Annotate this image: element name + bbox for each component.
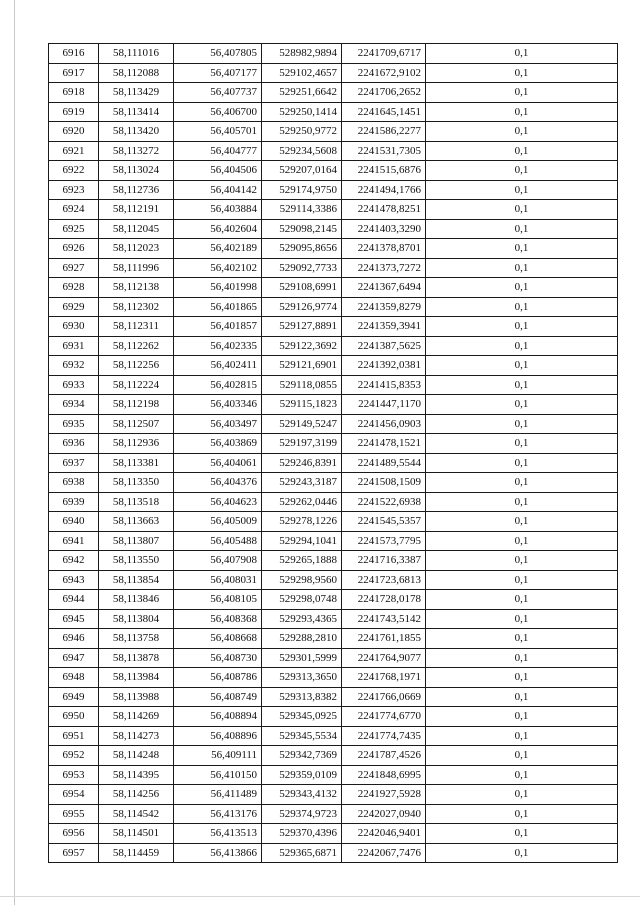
y-coordinate-cell: 2241494,1766 [342,180,426,200]
y-coordinate-cell: 2241508,1509 [342,473,426,493]
x-coordinate-cell: 529251,6642 [262,83,342,103]
accuracy-cell: 0,1 [426,395,618,415]
latitude-cell: 58,111016 [99,44,174,64]
accuracy-cell: 0,1 [426,63,618,83]
table-row [49,590,618,610]
longitude-cell: 56,413513 [174,824,262,844]
latitude-cell: 58,112256 [99,356,174,376]
accuracy-cell: 0,1 [426,512,618,532]
point-number-cell: 6933 [49,375,99,395]
table-row [49,83,618,103]
scan-edge-line [14,0,15,905]
latitude-cell: 58,114395 [99,765,174,785]
accuracy-cell: 0,1 [426,122,618,142]
accuracy-cell: 0,1 [426,434,618,454]
longitude-cell: 56,408786 [174,668,262,688]
accuracy-cell: 0,1 [426,473,618,493]
latitude-cell: 58,111996 [99,258,174,278]
point-number-cell: 6918 [49,83,99,103]
x-coordinate-cell: 529174,9750 [262,180,342,200]
point-number-cell: 6953 [49,765,99,785]
longitude-cell: 56,405701 [174,122,262,142]
table-row [49,161,618,181]
accuracy-cell: 0,1 [426,707,618,727]
point-number-cell: 6950 [49,707,99,727]
latitude-cell: 58,113518 [99,492,174,512]
accuracy-cell: 0,1 [426,648,618,668]
accuracy-cell: 0,1 [426,687,618,707]
latitude-cell: 58,112191 [99,200,174,220]
x-coordinate-cell: 529294,1041 [262,531,342,551]
point-number-cell: 6948 [49,668,99,688]
longitude-cell: 56,411489 [174,785,262,805]
table-row [49,63,618,83]
longitude-cell: 56,404506 [174,161,262,181]
latitude-cell: 58,112045 [99,219,174,239]
latitude-cell: 58,113758 [99,629,174,649]
latitude-cell: 58,112507 [99,414,174,434]
table-row [49,278,618,298]
accuracy-cell: 0,1 [426,629,618,649]
y-coordinate-cell: 2241359,8279 [342,297,426,317]
latitude-cell: 58,112138 [99,278,174,298]
longitude-cell: 56,403497 [174,414,262,434]
y-coordinate-cell: 2241709,6717 [342,44,426,64]
latitude-cell: 58,112262 [99,336,174,356]
x-coordinate-cell: 529122,3692 [262,336,342,356]
y-coordinate-cell: 2241515,6876 [342,161,426,181]
latitude-cell: 58,112088 [99,63,174,83]
x-coordinate-cell: 529359,0109 [262,765,342,785]
point-number-cell: 6944 [49,590,99,610]
y-coordinate-cell: 2241456,0903 [342,414,426,434]
x-coordinate-cell: 529313,3650 [262,668,342,688]
longitude-cell: 56,401865 [174,297,262,317]
y-coordinate-cell: 2241706,2652 [342,83,426,103]
table-row [49,648,618,668]
latitude-cell: 58,113414 [99,102,174,122]
latitude-cell: 58,113550 [99,551,174,571]
y-coordinate-cell: 2241545,5357 [342,512,426,532]
accuracy-cell: 0,1 [426,219,618,239]
longitude-cell: 56,408668 [174,629,262,649]
accuracy-cell: 0,1 [426,609,618,629]
latitude-cell: 58,113988 [99,687,174,707]
latitude-cell: 58,112198 [99,395,174,415]
x-coordinate-cell: 529265,1888 [262,551,342,571]
x-coordinate-cell: 529293,4365 [262,609,342,629]
table-row [49,336,618,356]
latitude-cell: 58,113984 [99,668,174,688]
accuracy-cell: 0,1 [426,375,618,395]
accuracy-cell: 0,1 [426,141,618,161]
x-coordinate-cell: 529250,1414 [262,102,342,122]
coordinates-table-body [49,44,618,863]
table-row [49,551,618,571]
accuracy-cell: 0,1 [426,317,618,337]
longitude-cell: 56,404777 [174,141,262,161]
longitude-cell: 56,402815 [174,375,262,395]
table-row [49,258,618,278]
y-coordinate-cell: 2241586,2277 [342,122,426,142]
table-row [49,375,618,395]
accuracy-cell: 0,1 [426,726,618,746]
point-number-cell: 6936 [49,434,99,454]
latitude-cell: 58,113420 [99,122,174,142]
point-number-cell: 6947 [49,648,99,668]
longitude-cell: 56,403346 [174,395,262,415]
point-number-cell: 6942 [49,551,99,571]
x-coordinate-cell: 529288,2810 [262,629,342,649]
x-coordinate-cell: 529121,6901 [262,356,342,376]
longitude-cell: 56,409111 [174,746,262,766]
accuracy-cell: 0,1 [426,200,618,220]
point-number-cell: 6926 [49,239,99,259]
accuracy-cell: 0,1 [426,414,618,434]
accuracy-cell: 0,1 [426,258,618,278]
x-coordinate-cell: 529126,9774 [262,297,342,317]
accuracy-cell: 0,1 [426,83,618,103]
longitude-cell: 56,410150 [174,765,262,785]
accuracy-cell: 0,1 [426,804,618,824]
point-number-cell: 6949 [49,687,99,707]
latitude-cell: 58,113024 [99,161,174,181]
latitude-cell: 58,113878 [99,648,174,668]
latitude-cell: 58,113381 [99,453,174,473]
y-coordinate-cell: 2241367,6494 [342,278,426,298]
accuracy-cell: 0,1 [426,102,618,122]
y-coordinate-cell: 2241787,4526 [342,746,426,766]
point-number-cell: 6921 [49,141,99,161]
point-number-cell: 6939 [49,492,99,512]
longitude-cell: 56,404376 [174,473,262,493]
point-number-cell: 6951 [49,726,99,746]
point-number-cell: 6935 [49,414,99,434]
table-row [49,395,618,415]
table-row [49,512,618,532]
point-number-cell: 6946 [49,629,99,649]
longitude-cell: 56,401857 [174,317,262,337]
table-row [49,726,618,746]
longitude-cell: 56,408368 [174,609,262,629]
x-coordinate-cell: 529098,2145 [262,219,342,239]
accuracy-cell: 0,1 [426,453,618,473]
latitude-cell: 58,114269 [99,707,174,727]
y-coordinate-cell: 2241359,3941 [342,317,426,337]
table-row [49,843,618,863]
y-coordinate-cell: 2241489,5544 [342,453,426,473]
point-number-cell: 6943 [49,570,99,590]
x-coordinate-cell: 529262,0446 [262,492,342,512]
y-coordinate-cell: 2241774,6770 [342,707,426,727]
point-number-cell: 6945 [49,609,99,629]
latitude-cell: 58,113807 [99,531,174,551]
longitude-cell: 56,405009 [174,512,262,532]
x-coordinate-cell: 529095,8656 [262,239,342,259]
y-coordinate-cell: 2241768,1971 [342,668,426,688]
y-coordinate-cell: 2241378,8701 [342,239,426,259]
x-coordinate-cell: 529298,0748 [262,590,342,610]
point-number-cell: 6919 [49,102,99,122]
point-number-cell: 6941 [49,531,99,551]
table-row [49,824,618,844]
point-number-cell: 6955 [49,804,99,824]
latitude-cell: 58,112736 [99,180,174,200]
y-coordinate-cell: 2242046,9401 [342,824,426,844]
point-number-cell: 6957 [49,843,99,863]
accuracy-cell: 0,1 [426,297,618,317]
table-row [49,317,618,337]
accuracy-cell: 0,1 [426,765,618,785]
table-row [49,102,618,122]
longitude-cell: 56,406700 [174,102,262,122]
longitude-cell: 56,403869 [174,434,262,454]
accuracy-cell: 0,1 [426,590,618,610]
y-coordinate-cell: 2241848,6995 [342,765,426,785]
accuracy-cell: 0,1 [426,843,618,863]
latitude-cell: 58,112311 [99,317,174,337]
y-coordinate-cell: 2241672,9102 [342,63,426,83]
y-coordinate-cell: 2241573,7795 [342,531,426,551]
y-coordinate-cell: 2241927,5928 [342,785,426,805]
latitude-cell: 58,114273 [99,726,174,746]
longitude-cell: 56,407177 [174,63,262,83]
point-number-cell: 6922 [49,161,99,181]
y-coordinate-cell: 2242067,7476 [342,843,426,863]
coordinates-table [48,43,618,863]
x-coordinate-cell: 529343,4132 [262,785,342,805]
x-coordinate-cell: 529345,0925 [262,707,342,727]
x-coordinate-cell: 529127,8891 [262,317,342,337]
latitude-cell: 58,114256 [99,785,174,805]
latitude-cell: 58,112302 [99,297,174,317]
table-row [49,200,618,220]
x-coordinate-cell: 529108,6991 [262,278,342,298]
point-number-cell: 6928 [49,278,99,298]
point-number-cell: 6927 [49,258,99,278]
longitude-cell: 56,408105 [174,590,262,610]
latitude-cell: 58,112224 [99,375,174,395]
page-bottom-line [0,896,640,897]
longitude-cell: 56,407805 [174,44,262,64]
table-row [49,453,618,473]
y-coordinate-cell: 2241387,5625 [342,336,426,356]
x-coordinate-cell: 529301,5999 [262,648,342,668]
latitude-cell: 58,113846 [99,590,174,610]
table-row [49,804,618,824]
latitude-cell: 58,114248 [99,746,174,766]
x-coordinate-cell: 529114,3386 [262,200,342,220]
latitude-cell: 58,113272 [99,141,174,161]
accuracy-cell: 0,1 [426,824,618,844]
x-coordinate-cell: 529374,9723 [262,804,342,824]
longitude-cell: 56,402102 [174,258,262,278]
table-row [49,141,618,161]
accuracy-cell: 0,1 [426,531,618,551]
latitude-cell: 58,113804 [99,609,174,629]
table-row [49,434,618,454]
point-number-cell: 6920 [49,122,99,142]
table-row [49,531,618,551]
accuracy-cell: 0,1 [426,785,618,805]
longitude-cell: 56,404061 [174,453,262,473]
latitude-cell: 58,113350 [99,473,174,493]
y-coordinate-cell: 2241403,3290 [342,219,426,239]
y-coordinate-cell: 2241766,0669 [342,687,426,707]
y-coordinate-cell: 2241447,1170 [342,395,426,415]
accuracy-cell: 0,1 [426,746,618,766]
accuracy-cell: 0,1 [426,161,618,181]
latitude-cell: 58,114459 [99,843,174,863]
table-row [49,609,618,629]
table-row [49,492,618,512]
point-number-cell: 6923 [49,180,99,200]
y-coordinate-cell: 2241645,1451 [342,102,426,122]
longitude-cell: 56,402411 [174,356,262,376]
point-number-cell: 6925 [49,219,99,239]
x-coordinate-cell: 529313,8382 [262,687,342,707]
y-coordinate-cell: 2241761,1855 [342,629,426,649]
table-row [49,239,618,259]
latitude-cell: 58,113663 [99,512,174,532]
accuracy-cell: 0,1 [426,239,618,259]
longitude-cell: 56,402189 [174,239,262,259]
longitude-cell: 56,402604 [174,219,262,239]
y-coordinate-cell: 2241415,8353 [342,375,426,395]
point-number-cell: 6930 [49,317,99,337]
accuracy-cell: 0,1 [426,551,618,571]
point-number-cell: 6929 [49,297,99,317]
longitude-cell: 56,408749 [174,687,262,707]
x-coordinate-cell: 529149,5247 [262,414,342,434]
table-row [49,785,618,805]
x-coordinate-cell: 528982,9894 [262,44,342,64]
point-number-cell: 6937 [49,453,99,473]
y-coordinate-cell: 2241743,5142 [342,609,426,629]
latitude-cell: 58,112023 [99,239,174,259]
table-row [49,297,618,317]
longitude-cell: 56,413866 [174,843,262,863]
x-coordinate-cell: 529246,8391 [262,453,342,473]
point-number-cell: 6924 [49,200,99,220]
table-row [49,668,618,688]
accuracy-cell: 0,1 [426,668,618,688]
longitude-cell: 56,404623 [174,492,262,512]
y-coordinate-cell: 2241774,7435 [342,726,426,746]
latitude-cell: 58,113854 [99,570,174,590]
latitude-cell: 58,114501 [99,824,174,844]
x-coordinate-cell: 529234,5608 [262,141,342,161]
y-coordinate-cell: 2241392,0381 [342,356,426,376]
longitude-cell: 56,405488 [174,531,262,551]
table-row [49,629,618,649]
table-row [49,44,618,64]
x-coordinate-cell: 529197,3199 [262,434,342,454]
accuracy-cell: 0,1 [426,44,618,64]
y-coordinate-cell: 2241531,7305 [342,141,426,161]
x-coordinate-cell: 529115,1823 [262,395,342,415]
y-coordinate-cell: 2241728,0178 [342,590,426,610]
table-row [49,356,618,376]
table-row [49,746,618,766]
point-number-cell: 6938 [49,473,99,493]
point-number-cell: 6940 [49,512,99,532]
longitude-cell: 56,408730 [174,648,262,668]
longitude-cell: 56,401998 [174,278,262,298]
table-row [49,122,618,142]
x-coordinate-cell: 529243,3187 [262,473,342,493]
point-number-cell: 6916 [49,44,99,64]
point-number-cell: 6932 [49,356,99,376]
longitude-cell: 56,408031 [174,570,262,590]
y-coordinate-cell: 2241373,7272 [342,258,426,278]
x-coordinate-cell: 529345,5534 [262,726,342,746]
x-coordinate-cell: 529102,4657 [262,63,342,83]
y-coordinate-cell: 2241716,3387 [342,551,426,571]
point-number-cell: 6917 [49,63,99,83]
latitude-cell: 58,113429 [99,83,174,103]
table-row [49,473,618,493]
table-row [49,219,618,239]
accuracy-cell: 0,1 [426,180,618,200]
latitude-cell: 58,112936 [99,434,174,454]
x-coordinate-cell: 529278,1226 [262,512,342,532]
longitude-cell: 56,403884 [174,200,262,220]
accuracy-cell: 0,1 [426,336,618,356]
longitude-cell: 56,407908 [174,551,262,571]
point-number-cell: 6954 [49,785,99,805]
table-row [49,414,618,434]
point-number-cell: 6952 [49,746,99,766]
table-row [49,687,618,707]
y-coordinate-cell: 2242027,0940 [342,804,426,824]
x-coordinate-cell: 529092,7733 [262,258,342,278]
longitude-cell: 56,404142 [174,180,262,200]
accuracy-cell: 0,1 [426,570,618,590]
y-coordinate-cell: 2241522,6938 [342,492,426,512]
accuracy-cell: 0,1 [426,492,618,512]
x-coordinate-cell: 529298,9560 [262,570,342,590]
table-row [49,180,618,200]
x-coordinate-cell: 529250,9772 [262,122,342,142]
accuracy-cell: 0,1 [426,356,618,376]
table-row [49,707,618,727]
accuracy-cell: 0,1 [426,278,618,298]
point-number-cell: 6931 [49,336,99,356]
y-coordinate-cell: 2241478,1521 [342,434,426,454]
x-coordinate-cell: 529118,0855 [262,375,342,395]
point-number-cell: 6934 [49,395,99,415]
x-coordinate-cell: 529207,0164 [262,161,342,181]
table-row [49,765,618,785]
x-coordinate-cell: 529342,7369 [262,746,342,766]
longitude-cell: 56,408896 [174,726,262,746]
table-row [49,570,618,590]
x-coordinate-cell: 529365,6871 [262,843,342,863]
y-coordinate-cell: 2241723,6813 [342,570,426,590]
x-coordinate-cell: 529370,4396 [262,824,342,844]
longitude-cell: 56,408894 [174,707,262,727]
longitude-cell: 56,402335 [174,336,262,356]
point-number-cell: 6956 [49,824,99,844]
y-coordinate-cell: 2241478,8251 [342,200,426,220]
latitude-cell: 58,114542 [99,804,174,824]
y-coordinate-cell: 2241764,9077 [342,648,426,668]
longitude-cell: 56,407737 [174,83,262,103]
longitude-cell: 56,413176 [174,804,262,824]
